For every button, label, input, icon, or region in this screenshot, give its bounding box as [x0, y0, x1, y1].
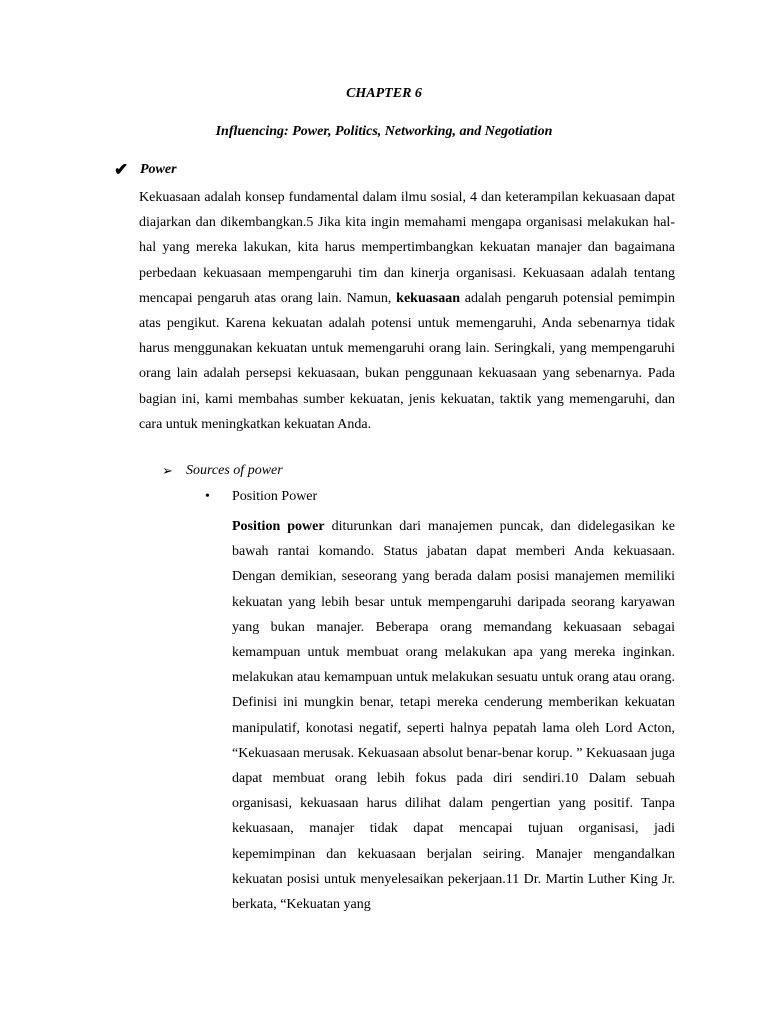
arrow-bullet-icon: ➢	[162, 463, 173, 478]
section-title: Power	[140, 162, 177, 177]
bullet-dot-icon: •	[205, 489, 210, 504]
chapter-subtitle: Influencing: Power, Politics, Networking, and Negotiation	[215, 124, 553, 139]
intro-text-part1: Kekuasaan adalah konsep fundamental dalam ilmu sosial, 4 dan keterampilan kekuasaan dapat diajarkan dan dikembangkan.5 Jika kita ingin memahami mengapa organisasi melakukan hal-hal yang mereka lakukan, kita harus mempertimbangkan kekuatan manajer dan bagaimana perbedaan kekuasaan mempengaruhi tim dan kinerja organisasi. Kekuasaan adalah tentang mencapai pengaruh atas orang lain. Namun,	[139, 190, 675, 306]
chapter-heading: CHAPTER 6	[346, 86, 422, 101]
bullet-position-power	[205, 489, 317, 505]
intro-paragraph	[139, 185, 675, 437]
subsection-title: Sources of power	[186, 463, 283, 478]
position-power-bold-term: Position power	[232, 519, 325, 534]
intro-text-part2: adalah pengaruh potensial pemimpin atas pengikut. Karena kekuatan adalah potensi untuk memengaruhi, Anda sebenarnya tidak harus menggunakan kekuatan untuk memengaruhi orang lain. Seringkali, yang mempengaruhi orang lain adalah persepsi kekuasaan, bukan penggunaan kekuasaan yang sebenarnya. Pada bagian ini, kami membahas sumber kekuatan, jenis kekuatan, taktik yang memengaruhi, dan cara untuk meningkatkan kekuatan Anda.	[139, 290, 675, 432]
bullet-title: Position Power	[232, 489, 318, 504]
position-power-paragraph	[232, 514, 675, 917]
section-heading-power	[114, 160, 177, 180]
subsection-heading-sources	[162, 463, 283, 479]
intro-bold-term: kekuasaan	[396, 290, 460, 306]
checkmark-icon: ✔	[114, 160, 129, 179]
position-power-text: diturunkan dari manajemen puncak, dan didelegasikan ke bawah rantai komando. Status jabatan dapat memberi Anda kekuasaan. Dengan demikian, seseorang yang berada dalam posisi manajemen memiliki kekuatan yang lebih besar untuk mempengaruhi daripada seorang karyawan yang bukan manajer. Beberapa orang memandang kekuasaan sebagai kemampuan untuk membuat orang melakukan apa yang mereka inginkan. melakukan atau kemampuan untuk melakukan sesuatu untuk orang atau orang. Definisi ini mungkin benar, tetapi mereka cenderung memberikan kekuatan manipulatif, konotasi negatif, seperti halnya pepatah lama oleh Lord Acton, “Kekuasaan merusak. Kekuasaan absolut benar-benar korup. ” Kekuasaan juga dapat membuat orang lebih fokus pada diri sendiri.10 Dalam sebuah organisasi, kekuasaan harus dilihat dalam pengertian yang positif. Tanpa kekuasaan, manajer tidak dapat mencapai tujuan organisasi, jadi kepemimpinan dan kekuasaan berjalan seiring. Manajer mengandalkan kekuatan posisi untuk menyelesaikan pekerjaan.11 Dr. Martin Luther King Jr. berkata, “Kekuatan yang	[232, 519, 675, 913]
